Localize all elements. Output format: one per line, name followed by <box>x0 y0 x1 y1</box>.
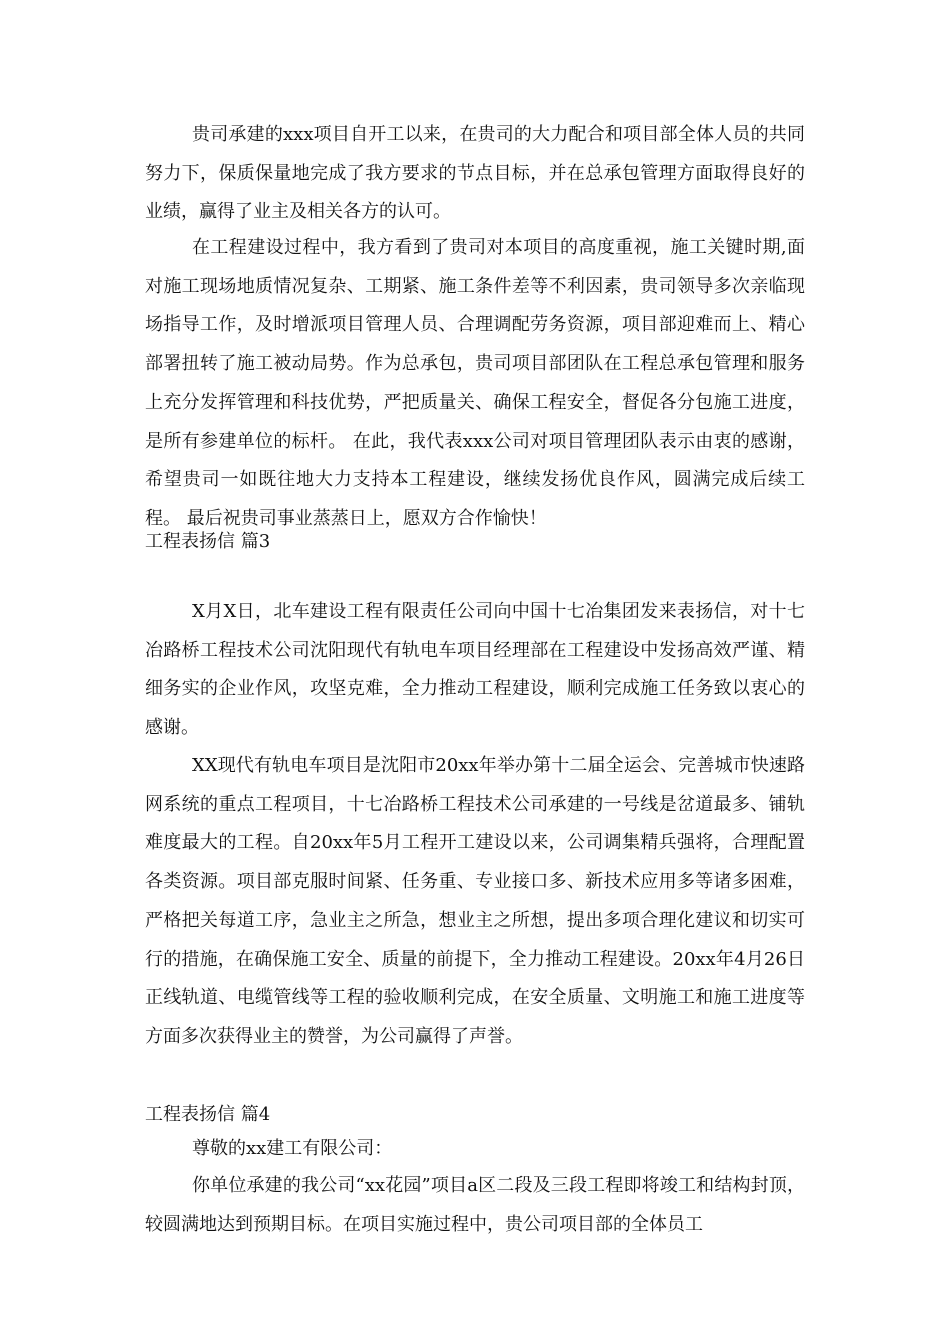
section-heading: 工程表扬信 篇4 <box>145 1104 271 1125</box>
section-heading: 工程表扬信 篇3 <box>145 531 271 552</box>
salutation: 尊敬的xx建工有限公司： <box>192 1138 393 1159</box>
paragraph: 在工程建设过程中，我方看到了贵司对本项目的高度重视，施工关键时期,面对施工现场地质情况复杂、工期紧、施工条件差等不利因素，贵司领导多次亲临现场指导工作，及时增派项目管理人员、合理调配劳务资源，项目部迎难而上、精心部署扭转了施工被动局势。作为总承包，贵司项目部团队在工程总承包管理和服务上充分发挥管理和科技优势，严把质量关、确保工程安全，督促各分包施工进度，是所有参建单位的标杆。 在此，我代表xxx公司对项目管理团队表示由衷的感谢，希望贵司一如既往地大力支持本工程建设，继续发扬优良作风，圆满完成后续工程。 最后祝贵司事业蒸蒸日上，愿双方合作愉快！ <box>145 237 805 529</box>
paragraph: X月X日，北车建设工程有限责任公司向中国十七冶集团发来表扬信，对十七冶路桥工程技术公司沈阳现代有轨电车项目经理部在工程建设中发扬高效严谨、精细务实的企业作风，攻坚克难，全力推动工程建设，顺利完成施工任务致以衷心的感谢。 <box>145 601 805 739</box>
paragraph: XX现代有轨电车项目是沈阳市20xx年举办第十二届全运会、完善城市快速路网系统的重点工程项目，十七冶路桥工程技术公司承建的一号线是岔道最多、铺轨难度最大的工程。自20xx年5月工程开工建设以来，公司调集精兵强将，合理配置各类资源。项目部克服时间紧、任务重、专业接口多、新技术应用多等诸多困难，严格把关每道工序，急业主之所急，想业主之所想，提出多项合理化建议和切实可行的措施，在确保施工安全、质量的前提下，全力推动工程建设。20xx年4月26日正线轨道、电缆管线等工程的验收顺利完成，在安全质量、文明施工和施工进度等方面多次获得业主的赞誉，为公司赢得了声誉。 <box>145 755 805 1047</box>
paragraph: 贵司承建的xxx项目自开工以来，在贵司的大力配合和项目部全体人员的共同努力下，保质保量地完成了我方要求的节点目标，并在总承包管理方面取得良好的业绩，赢得了业主及相关各方的认可。 <box>145 124 805 223</box>
paragraph: 你单位承建的我公司“xx花园”项目a区二段及三段工程即将竣工和结构封顶，较圆满地达到预期目标。在项目实施过程中，贵公司项目部的全体员工 <box>145 1175 805 1235</box>
